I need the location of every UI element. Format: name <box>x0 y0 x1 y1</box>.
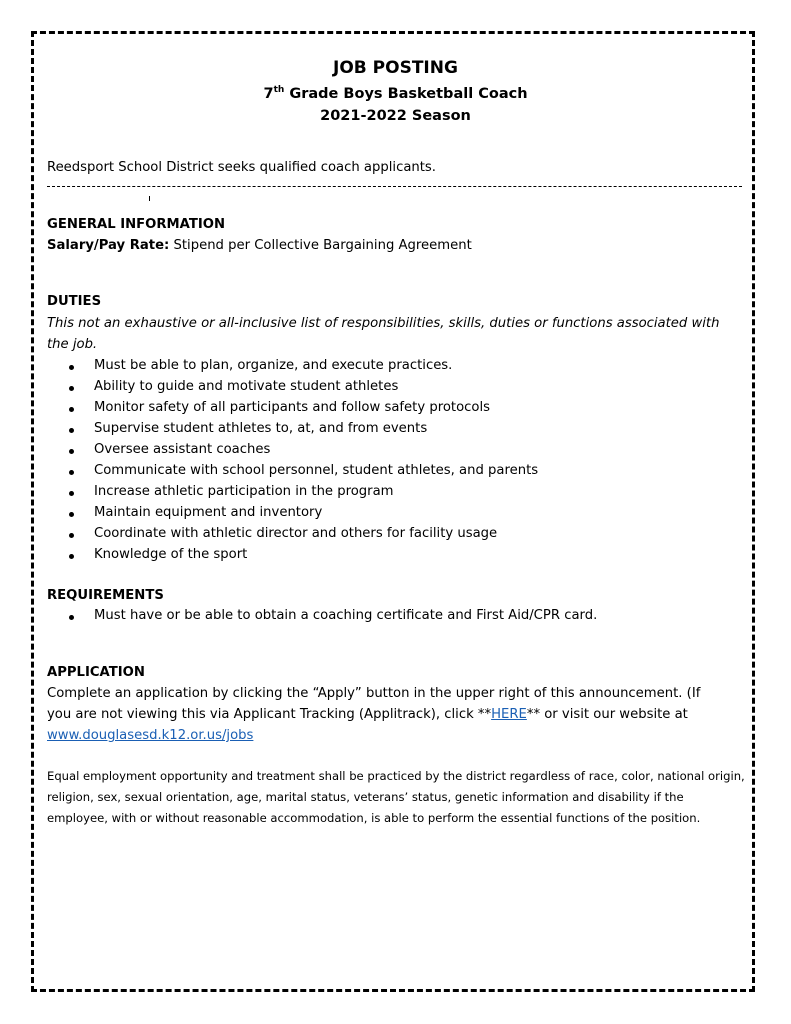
bullet-icon <box>69 533 74 538</box>
duties-note-line1: This not an exhaustive or all-inclusive list of responsibilities, skills, duties or functions associated with <box>47 316 720 331</box>
bullet-icon <box>69 470 74 475</box>
duties-heading: DUTIES <box>47 294 102 309</box>
divider-mark <box>149 196 150 201</box>
bullet-icon <box>69 407 74 412</box>
bullet-icon <box>69 554 74 559</box>
general-heading: GENERAL INFORMATION <box>47 217 226 232</box>
dashed-divider <box>47 186 742 187</box>
bullet-icon <box>69 512 74 517</box>
list-item-text: Coordinate with athletic director and others for facility usage <box>94 526 498 541</box>
application-line1: Complete an application by clicking the “Apply” button in the upper right of this announcement. (If <box>47 686 701 701</box>
bullet-icon <box>69 449 74 454</box>
here-link[interactable]: HERE <box>491 707 527 722</box>
list-item-text: Maintain equipment and inventory <box>94 505 323 520</box>
salary-line: Salary/Pay Rate: Stipend per Collective Bargaining Agreement <box>47 238 472 253</box>
bullet-icon <box>69 615 74 620</box>
duties-note-line2: the job. <box>47 337 98 352</box>
bullet-icon <box>69 365 74 370</box>
list-item-text: Oversee assistant coaches <box>94 442 271 457</box>
bullet-icon <box>69 386 74 391</box>
list-item-text: Increase athletic participation in the program <box>94 484 394 499</box>
page-title: JOB POSTING <box>333 58 458 78</box>
list-item-text: Ability to guide and motivate student athletes <box>94 379 399 394</box>
intro-text: Reedsport School District seeks qualified coach applicants. <box>47 160 436 175</box>
position-title: 7th Grade Boys Basketball Coach <box>263 85 528 102</box>
list-item-text: Must be able to plan, organize, and execute practices. <box>94 358 453 373</box>
website-link[interactable]: www.douglasesd.k12.or.us/jobs <box>47 728 254 743</box>
list-item-text: Communicate with school personnel, student athletes, and parents <box>94 463 539 478</box>
requirements-heading: REQUIREMENTS <box>47 588 164 603</box>
list-item-text: Must have or be able to obtain a coaching certificate and First Aid/CPR card. <box>94 608 598 623</box>
application-line2: you are not viewing this via Applicant Tracking (Applitrack), click **HERE** or visit our website at <box>47 707 688 722</box>
list-item-text: Knowledge of the sport <box>94 547 248 562</box>
season-title: 2021-2022 Season <box>320 108 471 124</box>
bullet-icon <box>69 491 74 496</box>
bullet-icon <box>69 428 74 433</box>
eeo-statement: Equal employment opportunity and treatment shall be practiced by the district regardless of race, color, national origin, religion, sex, sexual orientation, age, marital status, veterans’ status, genetic information and disability if the employee, with or without reasonable accommodation, is able to perform the essential functions of the position. <box>47 769 745 825</box>
website-line <box>47 726 253 746</box>
list-item-text: Monitor safety of all participants and follow safety protocols <box>94 400 490 415</box>
application-heading: APPLICATION <box>47 665 145 680</box>
list-item-text: Supervise student athletes to, at, and from events <box>94 421 428 436</box>
